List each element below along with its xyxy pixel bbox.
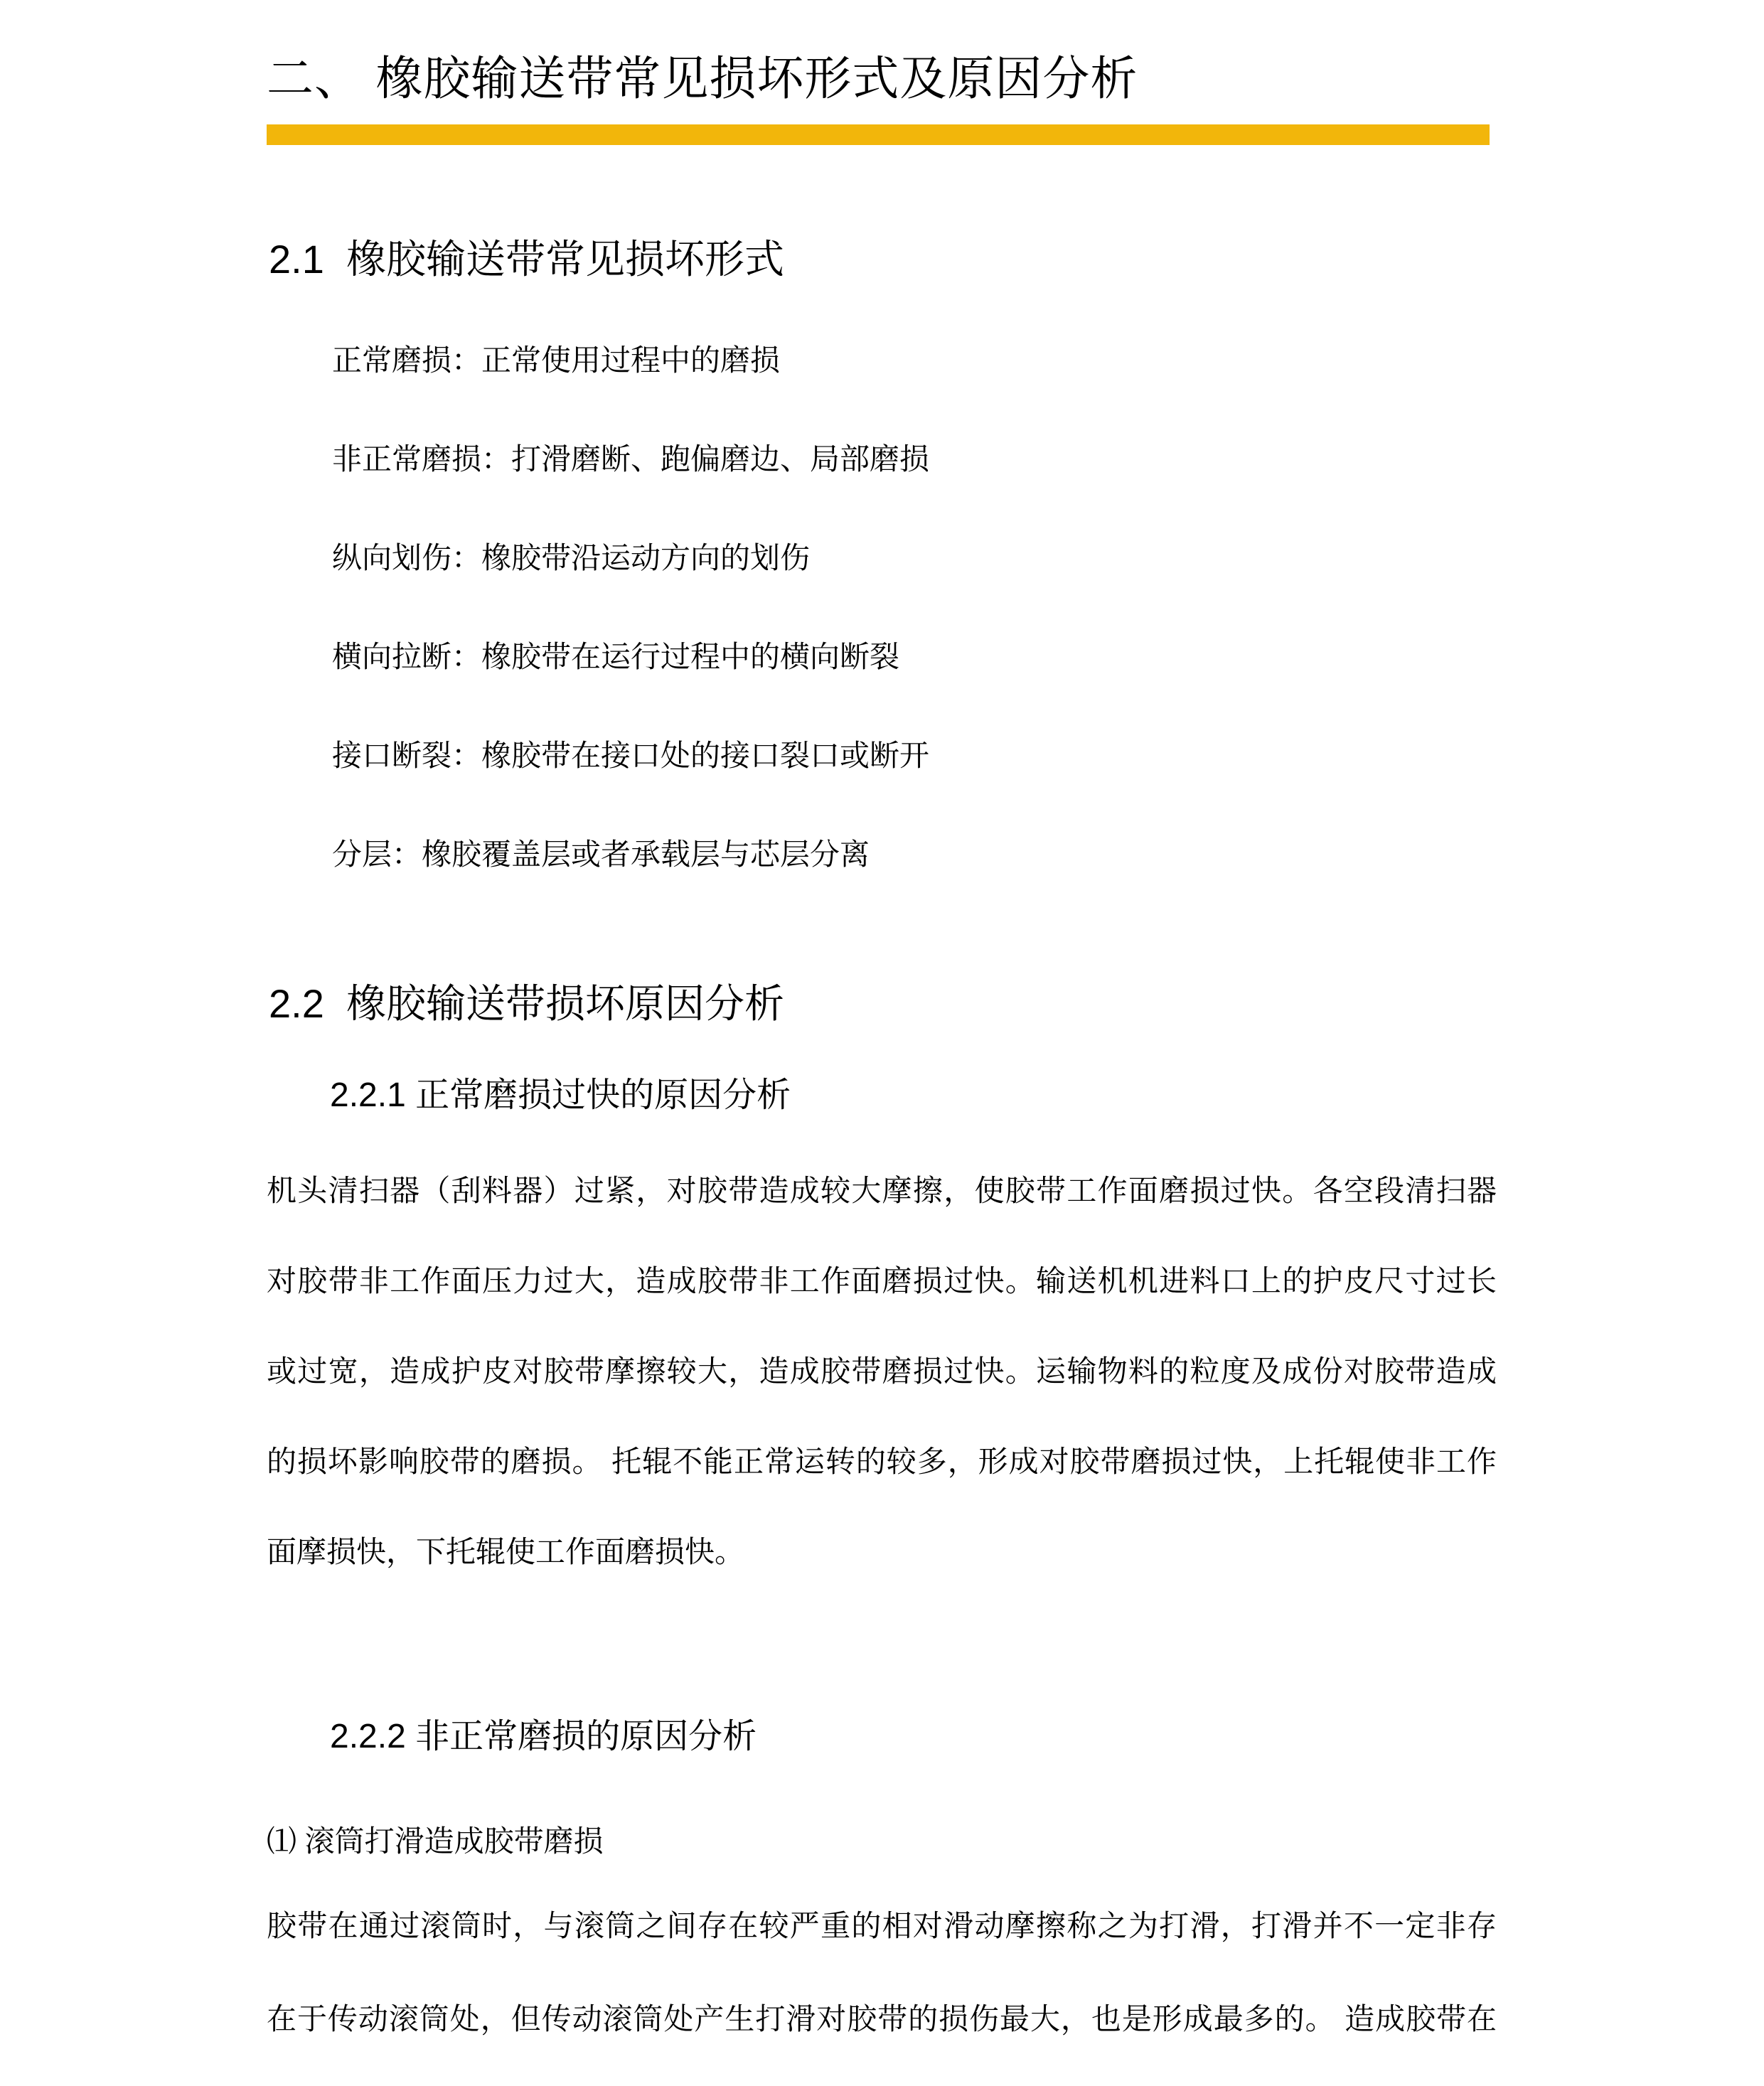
title-accent-bar (267, 124, 1490, 145)
section-2-2-2-heading: 2.2.2 非正常磨损的原因分析 (330, 1718, 757, 1755)
paragraph-line: 或过宽，造成护皮对胶带摩擦较大，造成胶带磨损过快。运输物料的粒度及成份对胶带造成 (267, 1354, 1497, 1388)
damage-type-item-abnormal-wear: 非正常磨损：打滑磨断、跑偏磨边、局部磨损 (332, 442, 930, 476)
paragraph-line: 对胶带非工作面压力过大，造成胶带非工作面磨损过快。输送机机进料口上的护皮尺寸过长 (267, 1264, 1497, 1298)
cause-point-1-heading: ⑴ 滚筒打滑造成胶带磨损 (267, 1824, 604, 1858)
damage-type-item-normal-wear: 正常磨损：正常使用过程中的磨损 (332, 343, 781, 377)
document-title: 二、 橡胶输送带常见损坏形式及原因分析 (267, 52, 1138, 105)
section-2-1-heading: 2.1 橡胶输送带常见损坏形式 (269, 237, 784, 282)
paragraph-line: 胶带在通过滚筒时，与滚筒之间存在较严重的相对滑动摩擦称之为打滑，打滑并不一定非存 (267, 1909, 1497, 1942)
damage-type-item-longitudinal-scratch: 纵向划伤：橡胶带沿运动方向的划伤 (332, 541, 811, 574)
section-2-2-heading: 2.2 橡胶输送带损坏原因分析 (269, 981, 784, 1026)
section-2-2-1-heading: 2.2.1 正常磨损过快的原因分析 (330, 1076, 791, 1114)
paragraph-line: 的损坏影响胶带的磨损。 托辊不能正常运转的较多，形成对胶带磨损过快，上托辊使非工作 (267, 1445, 1497, 1478)
damage-type-item-transverse-break: 横向拉断：橡胶带在运行过程中的横向断裂 (332, 640, 900, 673)
paragraph-line: 面摩损快，下托辊使工作面磨损快。 (267, 1535, 745, 1568)
paragraph-line: 机头清扫器（刮料器）过紧，对胶带造成较大摩擦，使胶带工作面磨损过快。各空段清扫器 (267, 1174, 1497, 1207)
damage-type-item-joint-break: 接口断裂：橡胶带在接口处的接口裂口或断开 (332, 739, 930, 772)
damage-type-item-delamination: 分层：橡胶覆盖层或者承载层与芯层分离 (332, 838, 870, 871)
paragraph-line: 在于传动滚筒处，但传动滚筒处产生打滑对胶带的损伤最大，也是形成最多的。 造成胶带在 (267, 2002, 1497, 2036)
